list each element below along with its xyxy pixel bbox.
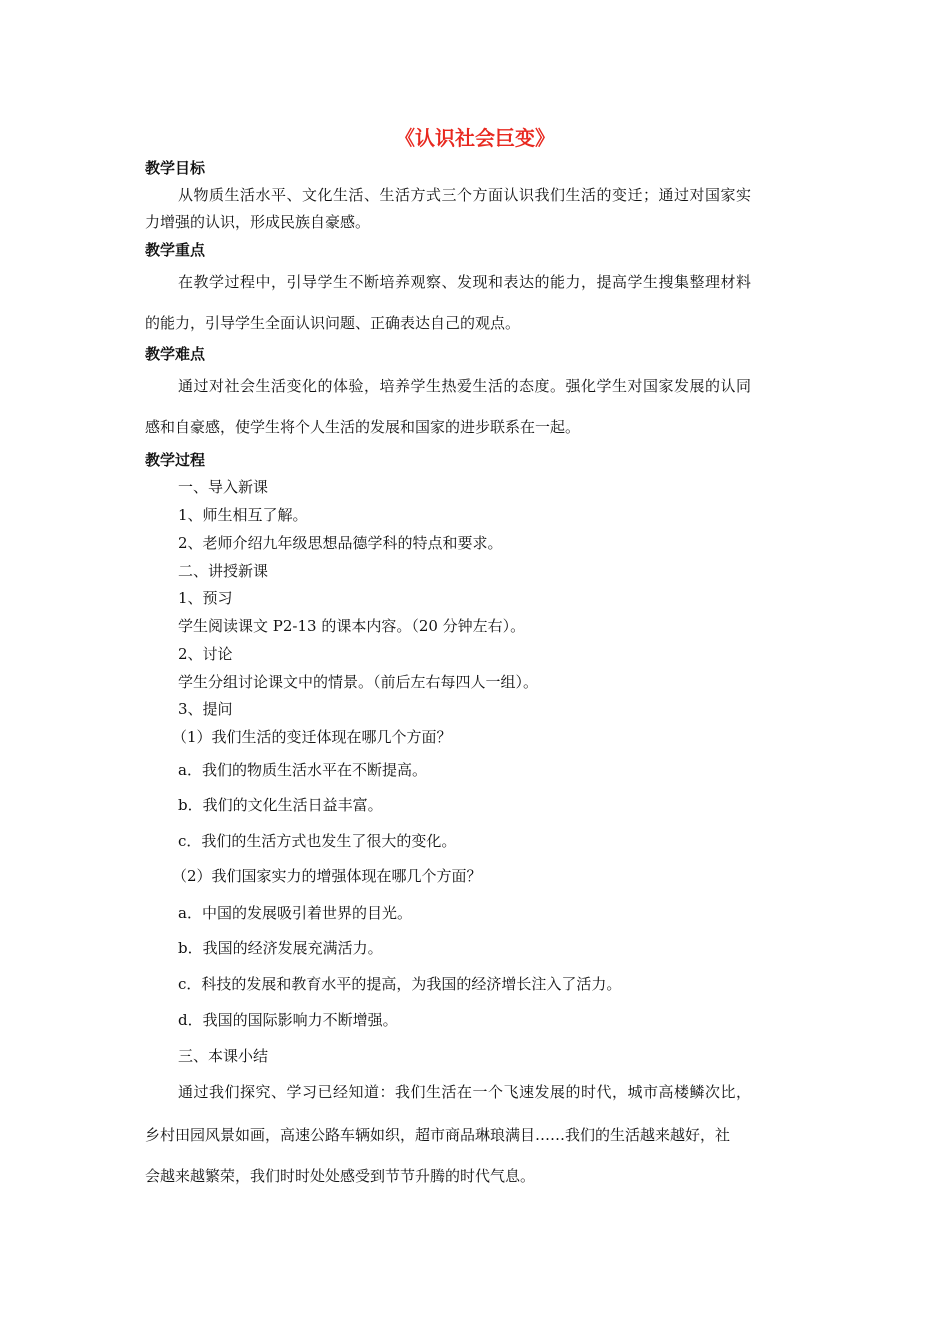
process-line: 一、导入新课 — [178, 478, 269, 496]
process-line: 二、讲授新课 — [178, 562, 269, 580]
process-line: （1）我们生活的变迁体现在哪几个方面？ — [172, 728, 452, 746]
difficulties-line-2: 感和自豪感，使学生将个人生活的发展和国家的进步联系在一起。 — [145, 418, 581, 436]
process-line: （2）我们国家实力的增强体现在哪几个方面？ — [172, 867, 482, 885]
difficulties-heading: 教学难点 — [145, 345, 206, 363]
process-line: 3、提问 — [178, 700, 233, 718]
process-line: 学生阅读课文 P2-13 的课本内容。（20 分钟左右）。 — [178, 617, 526, 635]
process-line: 2、讨论 — [178, 645, 233, 663]
process-line: c．我们的生活方式也发生了很大的变化。 — [178, 832, 457, 850]
process-line: b．我们的文化生活日益丰富。 — [178, 796, 383, 814]
key-points-line-2: 的能力，引导学生全面认识问题、正确表达自己的观点。 — [145, 314, 521, 332]
difficulties-line-1: 通过对社会生活变化的体验，培养学生热爱生活的态度。强化学生对国家发展的认同 — [178, 377, 752, 395]
process-line: a．我们的物质生活水平在不断提高。 — [178, 761, 427, 779]
process-line: a．中国的发展吸引着世界的目光。 — [178, 904, 412, 922]
process-line: 1、师生相互了解。 — [178, 506, 308, 524]
summary-line-1: 通过我们探究、学习已经知道：我们生活在一个飞速发展的时代，城市高楼鳞次比， — [178, 1083, 752, 1101]
process-line: 三、本课小结 — [178, 1047, 269, 1065]
process-heading: 教学过程 — [145, 451, 206, 469]
process-line: 2、老师介绍九年级思想品德学科的特点和要求。 — [178, 534, 503, 552]
objectives-heading: 教学目标 — [145, 159, 206, 177]
objectives-line-1: 从物质生活水平、文化生活、生活方式三个方面认识我们生活的变迁；通过对国家实 — [178, 186, 752, 204]
document-title: 《认识社会巨变》 — [395, 126, 555, 150]
process-line: d．我国的国际影响力不断增强。 — [178, 1011, 398, 1029]
objectives-line-2: 力增强的认识，形成民族自豪感。 — [145, 213, 371, 231]
key-points-heading: 教学重点 — [145, 241, 206, 259]
summary-line-2: 乡村田园风景如画，高速公路车辆如织，超市商品琳琅满目……我们的生活越来越好，社 — [145, 1126, 731, 1144]
process-line: b．我国的经济发展充满活力。 — [178, 939, 383, 957]
process-line: 1、预习 — [178, 589, 233, 607]
process-line: c．科技的发展和教育水平的提高，为我国的经济增长注入了活力。 — [178, 975, 622, 993]
process-line: 学生分组讨论课文中的情景。（前后左右每四人一组）。 — [178, 673, 539, 691]
summary-line-3: 会越来越繁荣，我们时时处处感受到节节升腾的时代气息。 — [145, 1167, 536, 1185]
key-points-line-1: 在教学过程中，引导学生不断培养观察、发现和表达的能力，提高学生搜集整理材料 — [178, 273, 752, 291]
